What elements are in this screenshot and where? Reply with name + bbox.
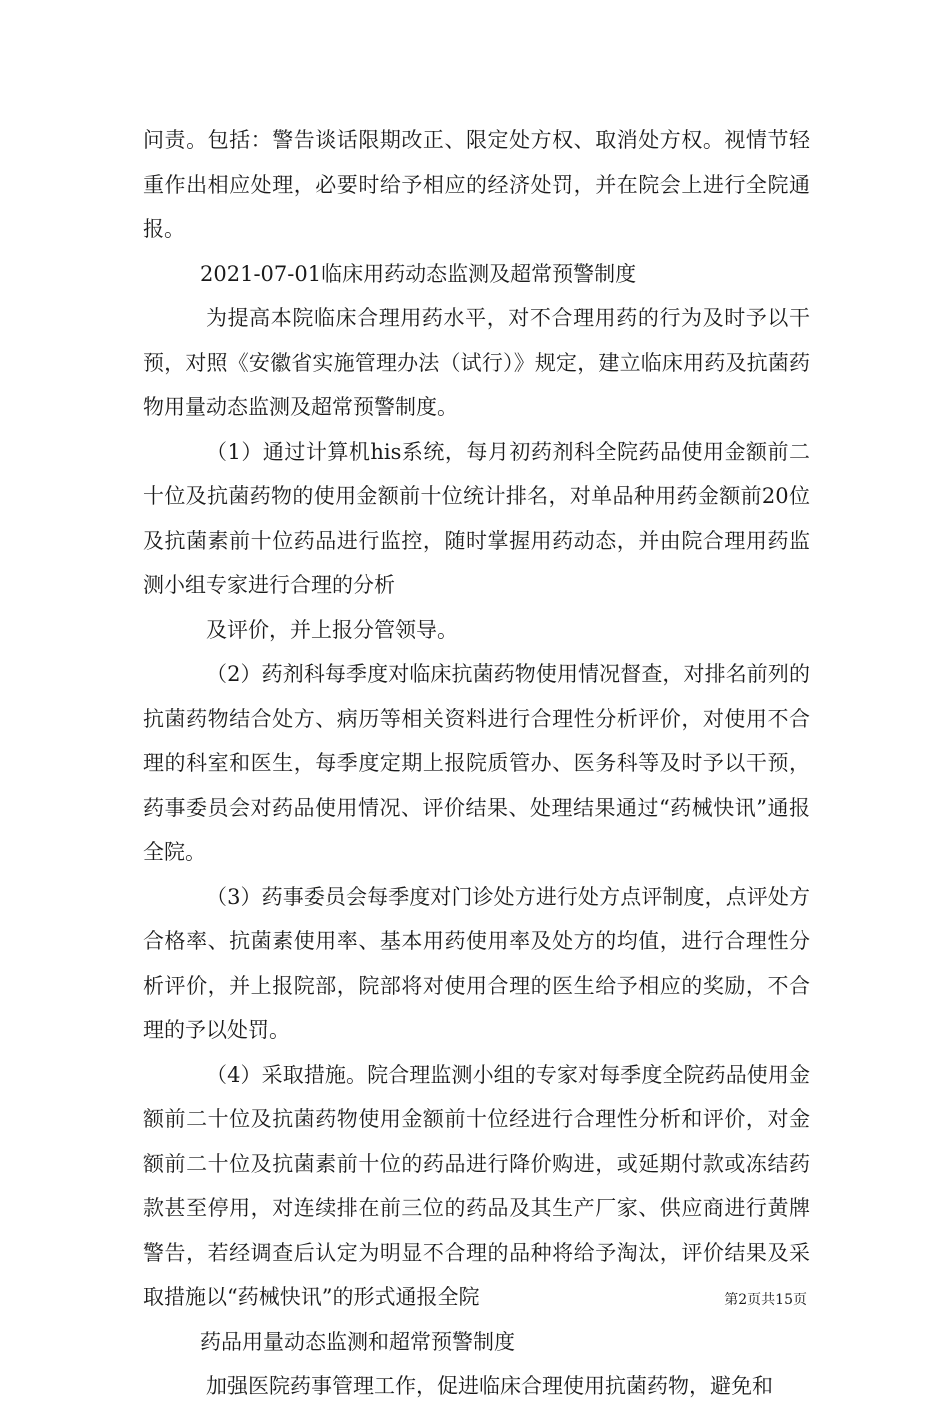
section-heading-clinical-monitoring: 2021-07-01临床用药动态监测及超常预警制度 bbox=[200, 261, 637, 286]
list-item-4: （4）采取措施。院合理监测小组的专家对每季度全院药品使用金额前二十位及抗菌药物使用金额前十位经进行合理性分析和评价，对金额前二十位及抗菌素前十位的药品进行降价购进，或延期付款或冻结药款甚至停用，对连续排在前三位的药品及其生产厂家、供应商进行黄牌警告，若经调查后认定为明显不合理的品种将给予淘汰，评价结果及采取措施以“药械快讯”的形式通报全院 bbox=[143, 1062, 810, 1309]
list-item-3: （3）药事委员会每季度对门诊处方进行处方点评制度，点评处方合格率、抗菌素使用率、基本用药使用率及处方的均值，进行合理性分析评价，并上报院部，院部将对使用合理的医生给予相应的奖励，不合理的予以处罚。 bbox=[143, 884, 810, 1042]
page-number: 第2页共15页 bbox=[724, 1292, 807, 1308]
paragraph-intro: 为提高本院临床合理用药水平，对不合理用药的行为及时予以干预，对照《安徽省实施管理办法（试行）》规定，建立临床用药及抗菌药物用量动态监测及超常预警制度。 bbox=[143, 306, 810, 419]
document-body bbox=[143, 118, 810, 1409]
list-item-1: （1）通过计算机his系统，每月初药剂科全院药品使用金额前二十位及抗菌药物的使用金额前十位统计排名，对单品种用药金额前20位及抗菌素前十位药品进行监控，随时掌握用药动态，并由院合理用药监测小组专家进行合理的分析 bbox=[143, 439, 810, 597]
list-item-1-continued: 及评价，并上报分管领导。 bbox=[206, 617, 458, 642]
paragraph-continued: 问责。包括：警告谈话限期改正、限定处方权、取消处方权。视情节轻重作出相应处理，必要时给予相应的经济处罚，并在院会上进行全院通报。 bbox=[143, 128, 810, 241]
section-heading-drug-usage: 药品用量动态监测和超常预警制度 bbox=[200, 1329, 515, 1354]
list-item-2: （2）药剂科每季度对临床抗菌药物使用情况督查，对排名前列的抗菌药物结合处方、病历等相关资料进行合理性分析评价，对使用不合理的科室和医生，每季度定期上报院质管办、医务科等及时予以干预，药事委员会对药品使用情况、评价结果、处理结果通过“药械快讯”通报全院。 bbox=[143, 662, 810, 864]
paragraph-last: 加强医院药事管理工作，促进临床合理使用抗菌药物，避免和 bbox=[206, 1374, 773, 1398]
